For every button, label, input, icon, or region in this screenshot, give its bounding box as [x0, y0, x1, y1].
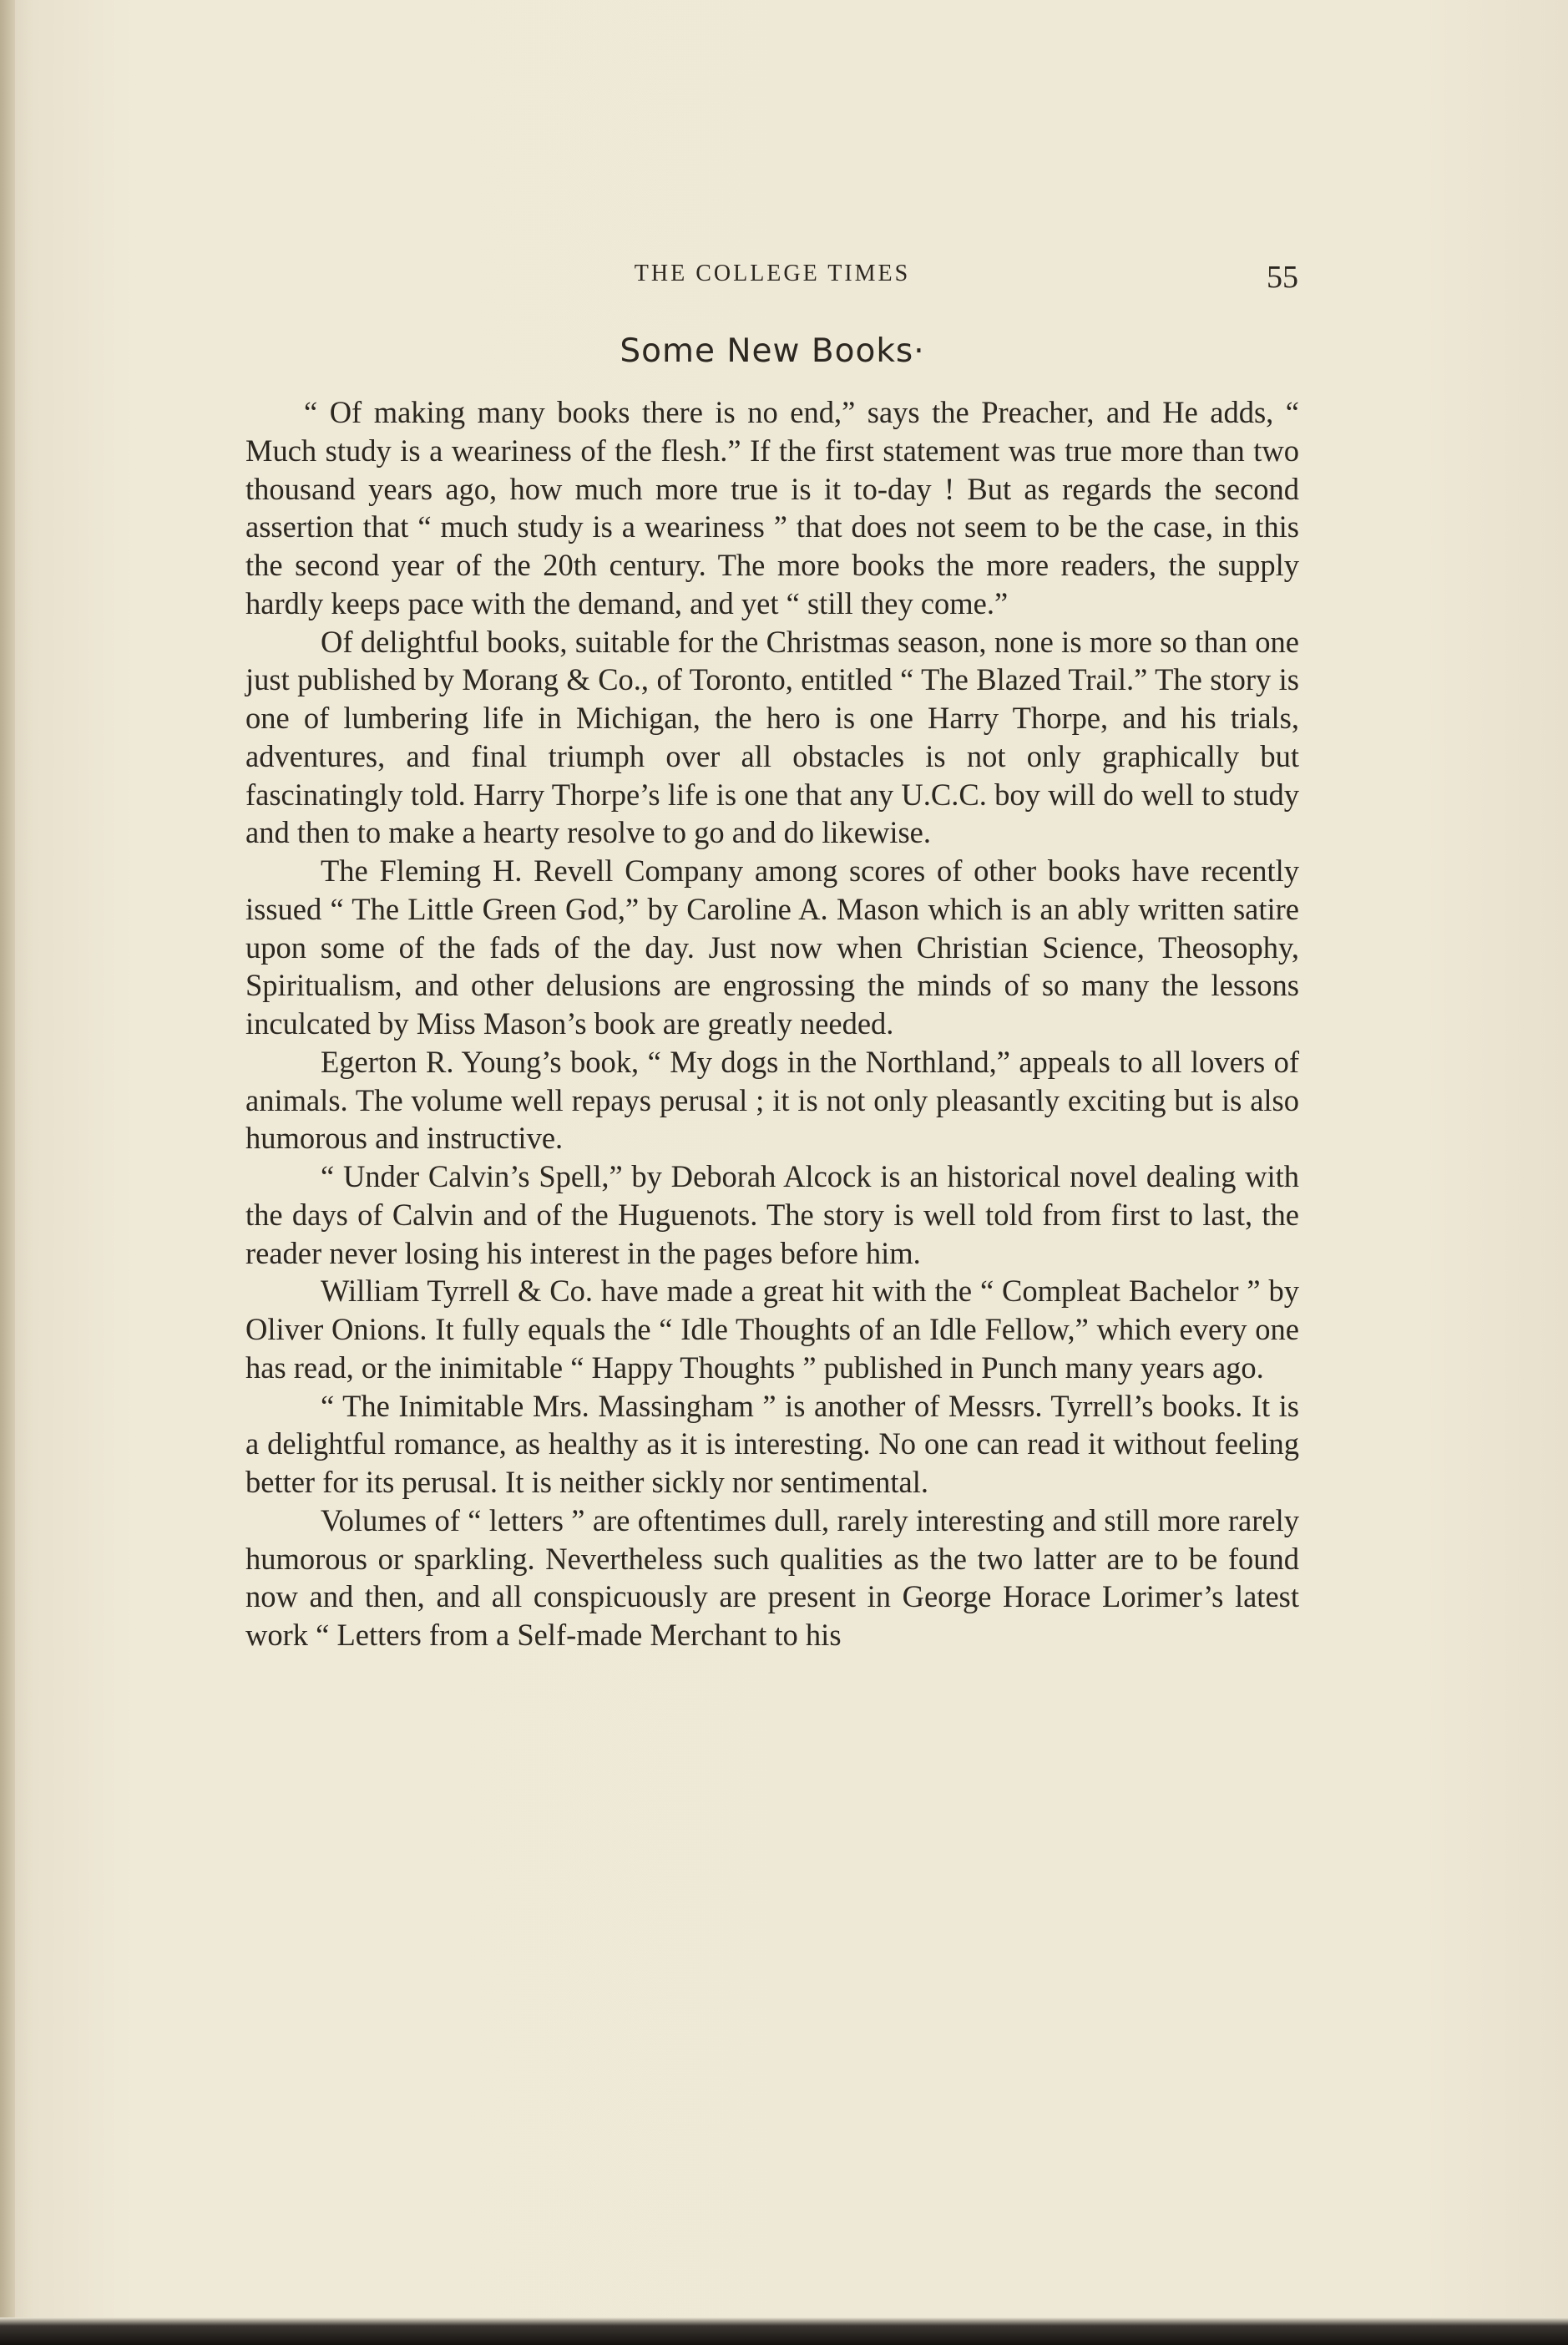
- paragraph: “ The Inimitable Mrs. Massingham ” is another of Messrs. Tyrrell’s books. It is a delightful romance, as healthy as it is interesting. No one can read it without feeling better for its perusal. It is neither sickly nor sentimental.: [245, 1388, 1299, 1499]
- page-bottom-edge: [0, 2317, 1568, 2345]
- page-header: [246, 259, 1298, 301]
- page-number: 55: [1267, 260, 1298, 295]
- binding-gutter: [0, 0, 15, 2345]
- paragraph: Of delightful books, suitable for the Christmas season, none is more so than one just published by Morang & Co., of Toronto, entitled “ The Blazed Trail.” The story is one of lumbering life in Michigan, the hero is one Harry Thorpe, and his trials, adventures, and final triumph over all obstacles is not only graphically but fascinatingly told. Harry Thorpe’s life is one that any U.C.C. boy will do well to study and then to make a hearty resolve to go and do likewise.: [245, 624, 1299, 850]
- paragraph: Egerton R. Young’s book, “ My dogs in the Northland,” appeals to all lovers of animals. The volume well repays perusal ; it is not only pleasantly exciting but is also humorous and instructive.: [245, 1044, 1299, 1156]
- article-body: [245, 393, 1299, 1654]
- paragraph: William Tyrrell & Co. have made a great hit with the “ Compleat Bachelor ” by Oliver Onions. It fully equals the “ Idle Thoughts of an Idle Fellow,” which every one has read, or the inimitable “ Happy Thoughts ” published in Punch many years ago.: [245, 1274, 1299, 1385]
- paragraph: “ Of making many books there is no end,” says the Preacher, and He adds, “ Much study is a weariness of the flesh.” If the first statement was true more than two thousand years ago, how much more true is it to-day ! But as regards the second assertion that “ much study is a weariness ” that does not seem to be the case, in this the second year of the 20th century. The more books the more readers, the supply hardly keeps pace with the demand, and yet “ still they come.”: [245, 395, 1299, 620]
- paragraph: Volumes of “ letters ” are oftentimes dull, rarely interesting and still more rarely humorous or sparkling. Nevertheless such qualities as the two latter are to be found now and then, and all conspicuously are present in George Horace Lorimer’s latest work “ Letters from a Self-made Merchant to his: [245, 1502, 1299, 1652]
- running-head: THE COLLEGE TIMES: [634, 261, 911, 286]
- paragraph: “ Under Calvin’s Spell,” by Deborah Alcock is an historical novel dealing with the days of Calvin and of the Huguenots. The story is well told from first to last, the reader never losing his interest in the pages before him.: [245, 1159, 1299, 1270]
- paragraph: The Fleming H. Revell Company among scores of other books have recently issued “ The Little Green God,” by Caroline A. Mason which is an ably written satire upon some of the fads of the day. Just now when Christian Science, Theosophy, Spiritualism, and other delusions are engrossing the minds of so many the lessons inculcated by Miss Mason’s book are greatly needed.: [245, 853, 1299, 1041]
- article-title: Some New Books·: [620, 332, 925, 370]
